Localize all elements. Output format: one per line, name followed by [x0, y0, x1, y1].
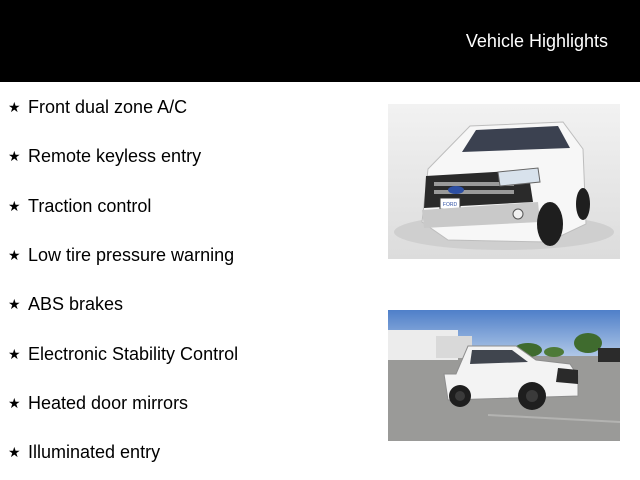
feature-label: Traction control: [28, 196, 152, 216]
vehicle-photo-side[interactable]: [388, 310, 620, 441]
feature-item: [8, 343, 238, 365]
star-icon: ★: [8, 198, 21, 214]
feature-item: [8, 392, 188, 414]
star-icon: ★: [8, 296, 21, 312]
feature-item: [8, 96, 187, 118]
logo-text: FORD: [442, 202, 458, 208]
star-icon: ★: [8, 99, 21, 115]
feature-item: [8, 293, 123, 315]
star-icon: ★: [8, 247, 21, 263]
feature-label: Low tire pressure warning: [28, 245, 235, 265]
feature-label: Remote keyless entry: [28, 146, 202, 166]
star-icon: ★: [8, 444, 21, 460]
truck-front-image: [388, 104, 620, 259]
feature-item: [8, 195, 151, 217]
feature-label: Front dual zone A/C: [28, 97, 188, 117]
header-bar: [0, 0, 640, 82]
star-icon: ★: [8, 395, 21, 411]
header-title: Vehicle Highlights: [465, 31, 608, 51]
feature-item: [8, 145, 201, 167]
feature-item: [8, 244, 234, 266]
feature-label: Heated door mirrors: [28, 393, 189, 413]
truck-side-image: [388, 310, 620, 441]
star-icon: ★: [8, 148, 21, 164]
feature-label: Electronic Stability Control: [28, 344, 239, 364]
feature-item: [8, 441, 160, 463]
star-icon: ★: [8, 346, 21, 362]
feature-label: ABS brakes: [28, 294, 124, 314]
vehicle-photo-front[interactable]: [388, 104, 620, 259]
feature-label: Illuminated entry: [28, 442, 161, 462]
